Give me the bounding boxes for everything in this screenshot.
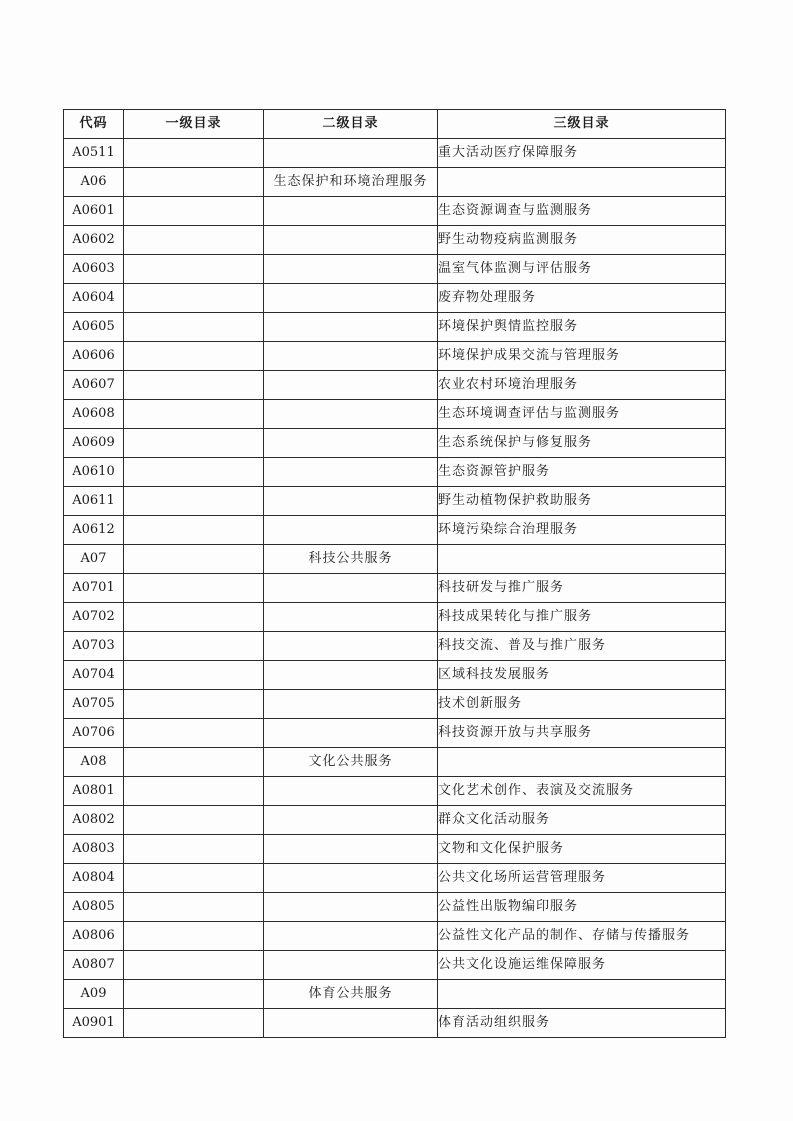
code-cell: A0511	[64, 139, 124, 168]
code-cell: A0601	[64, 197, 124, 226]
code-cell: A0806	[64, 922, 124, 951]
table-row	[64, 574, 726, 603]
level2-cell	[264, 719, 438, 748]
table-row	[64, 400, 726, 429]
level1-cell	[124, 516, 264, 545]
header-code: 代码	[64, 110, 124, 139]
level2-cell	[264, 371, 438, 400]
level2-cell	[264, 632, 438, 661]
table-row	[64, 139, 726, 168]
level3-cell	[438, 545, 726, 574]
table-row	[64, 168, 726, 197]
table-row	[64, 864, 726, 893]
level1-cell	[124, 951, 264, 980]
level3-cell	[438, 980, 726, 1009]
table-row	[64, 661, 726, 690]
table-row	[64, 226, 726, 255]
level1-cell	[124, 574, 264, 603]
level2-cell	[264, 226, 438, 255]
code-cell: A0805	[64, 893, 124, 922]
code-cell: A0802	[64, 806, 124, 835]
level3-cell: 生态环境调查评估与监测服务	[438, 400, 726, 429]
table-row	[64, 342, 726, 371]
table-row	[64, 806, 726, 835]
level2-cell	[264, 139, 438, 168]
code-cell: A0603	[64, 255, 124, 284]
level2-cell	[264, 835, 438, 864]
level2-cell	[264, 313, 438, 342]
table-row	[64, 690, 726, 719]
table-row	[64, 980, 726, 1009]
code-cell: A0705	[64, 690, 124, 719]
header-row	[64, 110, 726, 139]
table-row	[64, 458, 726, 487]
level3-cell: 废弃物处理服务	[438, 284, 726, 313]
level1-cell	[124, 255, 264, 284]
table-row	[64, 313, 726, 342]
level3-cell: 重大活动医疗保障服务	[438, 139, 726, 168]
code-cell: A09	[64, 980, 124, 1009]
level1-cell	[124, 632, 264, 661]
code-cell: A07	[64, 545, 124, 574]
level3-cell: 生态系统保护与修复服务	[438, 429, 726, 458]
level1-cell	[124, 458, 264, 487]
code-cell: A06	[64, 168, 124, 197]
level3-cell: 科技资源开放与共享服务	[438, 719, 726, 748]
level2-cell	[264, 342, 438, 371]
level1-cell	[124, 806, 264, 835]
level3-cell: 公共文化设施运维保障服务	[438, 951, 726, 980]
level1-cell	[124, 603, 264, 632]
level1-cell	[124, 719, 264, 748]
level1-cell	[124, 922, 264, 951]
level2-cell: 体育公共服务	[264, 980, 438, 1009]
service-catalog-table	[63, 109, 726, 1038]
code-cell: A0604	[64, 284, 124, 313]
level2-cell	[264, 516, 438, 545]
level2-cell	[264, 951, 438, 980]
level1-cell	[124, 661, 264, 690]
table-row	[64, 777, 726, 806]
level1-cell	[124, 226, 264, 255]
level3-cell: 温室气体监测与评估服务	[438, 255, 726, 284]
table-row	[64, 922, 726, 951]
table-row	[64, 835, 726, 864]
level3-cell: 科技交流、普及与推广服务	[438, 632, 726, 661]
level3-cell	[438, 168, 726, 197]
level3-cell: 文化艺术创作、表演及交流服务	[438, 777, 726, 806]
level2-cell	[264, 690, 438, 719]
level2-cell	[264, 458, 438, 487]
level3-cell: 农业农村环境治理服务	[438, 371, 726, 400]
code-cell: A0804	[64, 864, 124, 893]
code-cell: A0703	[64, 632, 124, 661]
table-row	[64, 1009, 726, 1038]
level3-cell: 环境保护舆情监控服务	[438, 313, 726, 342]
table-row	[64, 371, 726, 400]
table-row	[64, 284, 726, 313]
level3-cell: 公益性出版物编印服务	[438, 893, 726, 922]
level1-cell	[124, 371, 264, 400]
level3-cell: 环境保护成果交流与管理服务	[438, 342, 726, 371]
level1-cell	[124, 400, 264, 429]
code-cell: A0606	[64, 342, 124, 371]
table-row	[64, 487, 726, 516]
code-cell: A0701	[64, 574, 124, 603]
code-cell: A0611	[64, 487, 124, 516]
code-cell: A0608	[64, 400, 124, 429]
level1-cell	[124, 980, 264, 1009]
level1-cell	[124, 342, 264, 371]
level1-cell	[124, 429, 264, 458]
level1-cell	[124, 487, 264, 516]
code-cell: A0706	[64, 719, 124, 748]
level2-cell	[264, 777, 438, 806]
level1-cell	[124, 748, 264, 777]
level1-cell	[124, 893, 264, 922]
table-row	[64, 748, 726, 777]
level2-cell	[264, 574, 438, 603]
table-body	[64, 139, 726, 1038]
level2-cell	[264, 1009, 438, 1038]
level3-cell: 区域科技发展服务	[438, 661, 726, 690]
level1-cell	[124, 168, 264, 197]
level2-cell	[264, 864, 438, 893]
level1-cell	[124, 777, 264, 806]
code-cell: A0901	[64, 1009, 124, 1038]
level1-cell	[124, 197, 264, 226]
table-row	[64, 516, 726, 545]
level3-cell: 野生动物疫病监测服务	[438, 226, 726, 255]
level2-cell	[264, 197, 438, 226]
level2-cell	[264, 284, 438, 313]
level1-cell	[124, 690, 264, 719]
table-row	[64, 545, 726, 574]
level2-cell: 文化公共服务	[264, 748, 438, 777]
level1-cell	[124, 835, 264, 864]
level3-cell: 生态资源管护服务	[438, 458, 726, 487]
table-row	[64, 719, 726, 748]
level3-cell: 技术创新服务	[438, 690, 726, 719]
header-level1: 一级目录	[124, 110, 264, 139]
table-row	[64, 255, 726, 284]
table-row	[64, 893, 726, 922]
level1-cell	[124, 1009, 264, 1038]
code-cell: A0702	[64, 603, 124, 632]
code-cell: A08	[64, 748, 124, 777]
table-header	[64, 110, 726, 139]
level3-cell: 公共文化场所运营管理服务	[438, 864, 726, 893]
level3-cell: 体育活动组织服务	[438, 1009, 726, 1038]
code-cell: A0801	[64, 777, 124, 806]
code-cell: A0704	[64, 661, 124, 690]
table-row	[64, 951, 726, 980]
level3-cell: 科技成果转化与推广服务	[438, 603, 726, 632]
header-level3: 三级目录	[438, 110, 726, 139]
level1-cell	[124, 313, 264, 342]
level3-cell: 群众文化活动服务	[438, 806, 726, 835]
code-cell: A0607	[64, 371, 124, 400]
code-cell: A0803	[64, 835, 124, 864]
code-cell: A0612	[64, 516, 124, 545]
level3-cell: 生态资源调查与监测服务	[438, 197, 726, 226]
code-cell: A0602	[64, 226, 124, 255]
level2-cell	[264, 429, 438, 458]
code-cell: A0609	[64, 429, 124, 458]
level1-cell	[124, 545, 264, 574]
level2-cell	[264, 661, 438, 690]
level2-cell	[264, 806, 438, 835]
table-row	[64, 429, 726, 458]
level1-cell	[124, 139, 264, 168]
code-cell: A0605	[64, 313, 124, 342]
level2-cell: 科技公共服务	[264, 545, 438, 574]
header-level2: 二级目录	[264, 110, 438, 139]
code-cell: A0610	[64, 458, 124, 487]
table-row	[64, 632, 726, 661]
level2-cell: 生态保护和环境治理服务	[264, 168, 438, 197]
code-cell: A0807	[64, 951, 124, 980]
level2-cell	[264, 487, 438, 516]
level3-cell	[438, 748, 726, 777]
level3-cell: 文物和文化保护服务	[438, 835, 726, 864]
table-row	[64, 603, 726, 632]
level3-cell: 科技研发与推广服务	[438, 574, 726, 603]
level2-cell	[264, 893, 438, 922]
level1-cell	[124, 864, 264, 893]
table-row	[64, 197, 726, 226]
level3-cell: 公益性文化产品的制作、存储与传播服务	[438, 922, 726, 951]
level2-cell	[264, 400, 438, 429]
level3-cell: 野生动植物保护救助服务	[438, 487, 726, 516]
level2-cell	[264, 922, 438, 951]
level3-cell: 环境污染综合治理服务	[438, 516, 726, 545]
level1-cell	[124, 284, 264, 313]
level2-cell	[264, 603, 438, 632]
level2-cell	[264, 255, 438, 284]
